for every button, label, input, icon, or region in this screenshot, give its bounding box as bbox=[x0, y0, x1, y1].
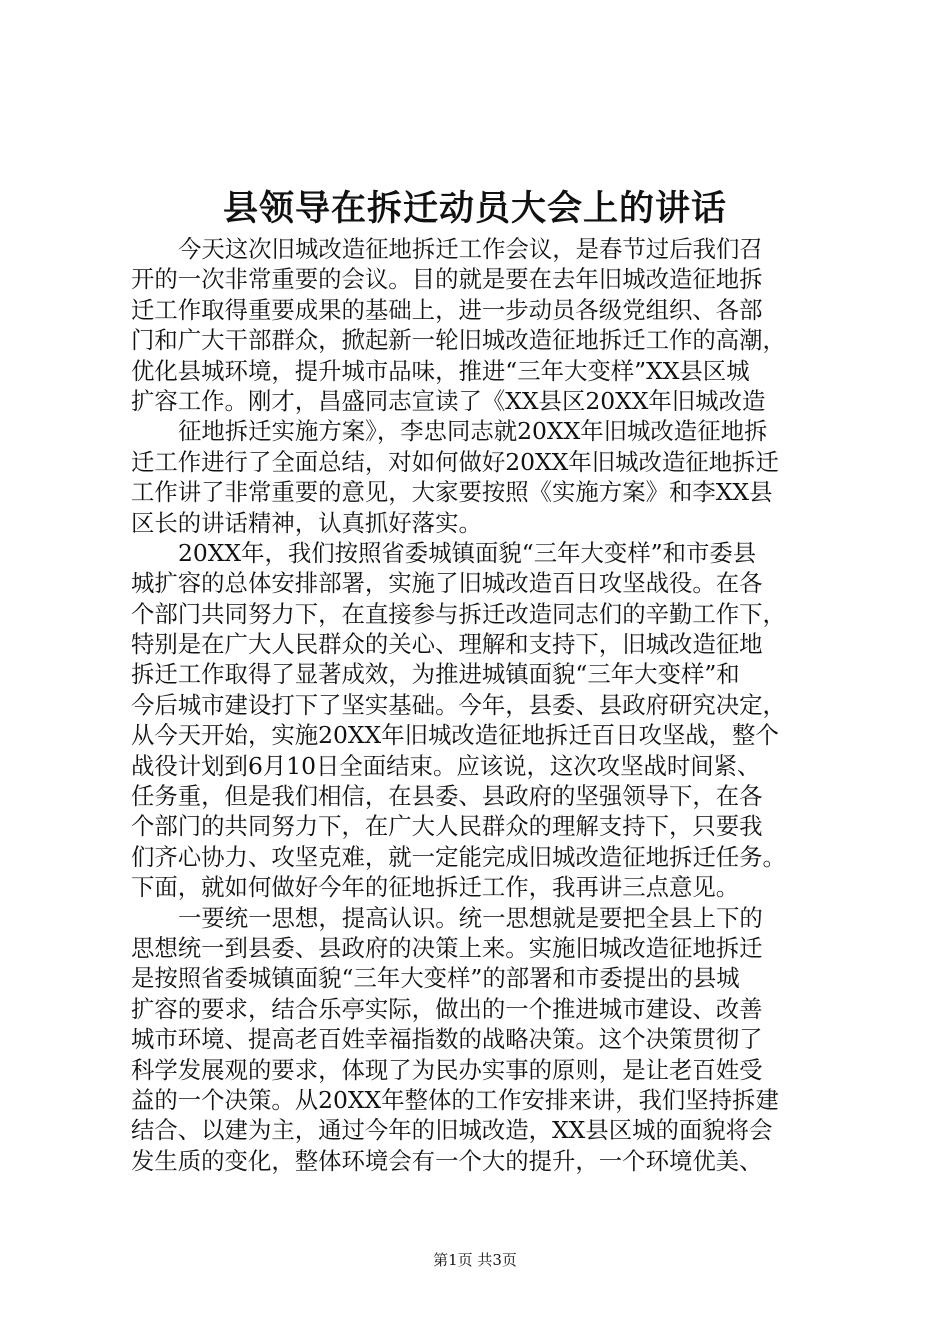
text-line: 战役计划到6月10日全面结束。应该说，这次攻坚战时间紧、 bbox=[131, 751, 761, 780]
text-line: 今后城市建设打下了坚实基础。今年，县委、县政府研究决定， bbox=[131, 690, 786, 719]
text-line: 工作讲了非常重要的意见，大家要按照《实施方案》和李XX县 bbox=[131, 478, 773, 507]
text-line: 城市环境、提高老百姓幸福指数的战略决策。这个决策贯彻了 bbox=[131, 1025, 763, 1054]
text-line: 结合、以建为主，通过今年的旧城改造，XX县区城的面貌将会 bbox=[131, 1116, 773, 1145]
text-line: 今天这次旧城改造征地拆迁工作会议，是春节过后我们召 bbox=[178, 235, 763, 263]
text-line: 一要统一思想，提高认识。统一思想就是要把全县上下的 bbox=[178, 903, 763, 932]
text-line: 从今天开始，实施20XX年旧城改造征地拆迁百日攻坚战，整个 bbox=[131, 721, 779, 750]
text-line: 特别是在广大人民群众的关心、理解和支持下，旧城改造征地 bbox=[131, 630, 763, 659]
text-line: 优化县城环境，提升城市品味，推进“三年大变样”XX县区城 bbox=[131, 356, 750, 385]
text-line: 迁工作取得重要成果的基础上，进一步动员各级党组织、各部 bbox=[131, 295, 763, 324]
text-line: 思想统一到县委、县政府的决策上来。实施旧城改造征地拆迁 bbox=[131, 933, 763, 962]
document-title: 县领导在拆迁动员大会上的讲话 bbox=[222, 189, 727, 229]
text-line: 区长的讲话精神，认真抓好落实。 bbox=[131, 508, 482, 537]
text-line: 城扩容的总体安排部署，实施了旧城改造百日攻坚战役。在各 bbox=[131, 569, 763, 598]
text-line: 科学发展观的要求，体现了为民办实事的原则，是让老百姓受 bbox=[131, 1055, 763, 1084]
text-line: 个部门的共同努力下，在广大人民群众的理解支持下，只要我 bbox=[131, 812, 763, 841]
text-line: 门和广大干部群众，掀起新一轮旧城改造征地拆迁工作的高潮， bbox=[131, 326, 786, 355]
page-footer: 第1页 共3页 bbox=[433, 1251, 517, 1269]
text-line: 发生质的变化，整体环境会有一个大的提升，一个环境优美、 bbox=[131, 1146, 763, 1175]
text-line: 20XX年，我们按照省委城镇面貌“三年大变样”和市委县 bbox=[178, 538, 757, 567]
document-body bbox=[131, 234, 831, 1176]
text-line: 扩容的要求，结合乐亭实际，做出的一个推进城市建设、改善 bbox=[131, 994, 763, 1023]
text-line: 迁工作进行了全面总结，对如何做好20XX年旧城改造征地拆迁 bbox=[131, 447, 779, 476]
text-line: 开的一次非常重要的会议。目的就是要在去年旧城改造征地拆 bbox=[131, 265, 763, 294]
text-line: 们齐心协力、攻坚克难，就一定能完成旧城改造征地拆迁任务。 bbox=[131, 842, 786, 871]
text-line: 个部门共同努力下，在直接参与拆迁改造同志们的辛勤工作下， bbox=[131, 599, 786, 628]
text-line: 扩容工作。刚才，昌盛同志宣读了《XX县区20XX年旧城改造 bbox=[131, 386, 766, 415]
text-line: 任务重，但是我们相信，在县委、县政府的坚强领导下，在各 bbox=[131, 782, 763, 811]
text-line: 益的一个决策。从20XX年整体的工作安排来讲，我们坚持拆建 bbox=[131, 1085, 779, 1114]
text-line: 下面，就如何做好今年的征地拆迁工作，我再讲三点意见。 bbox=[131, 873, 740, 902]
text-line: 征地拆迁实施方案》，李忠同志就20XX年旧城改造征地拆 bbox=[178, 417, 768, 446]
text-line: 是按照省委城镇面貌“三年大变样”的部署和市委提出的县城 bbox=[131, 964, 740, 993]
text-line: 拆迁工作取得了显著成效，为推进城镇面貌“三年大变样”和 bbox=[131, 660, 740, 689]
